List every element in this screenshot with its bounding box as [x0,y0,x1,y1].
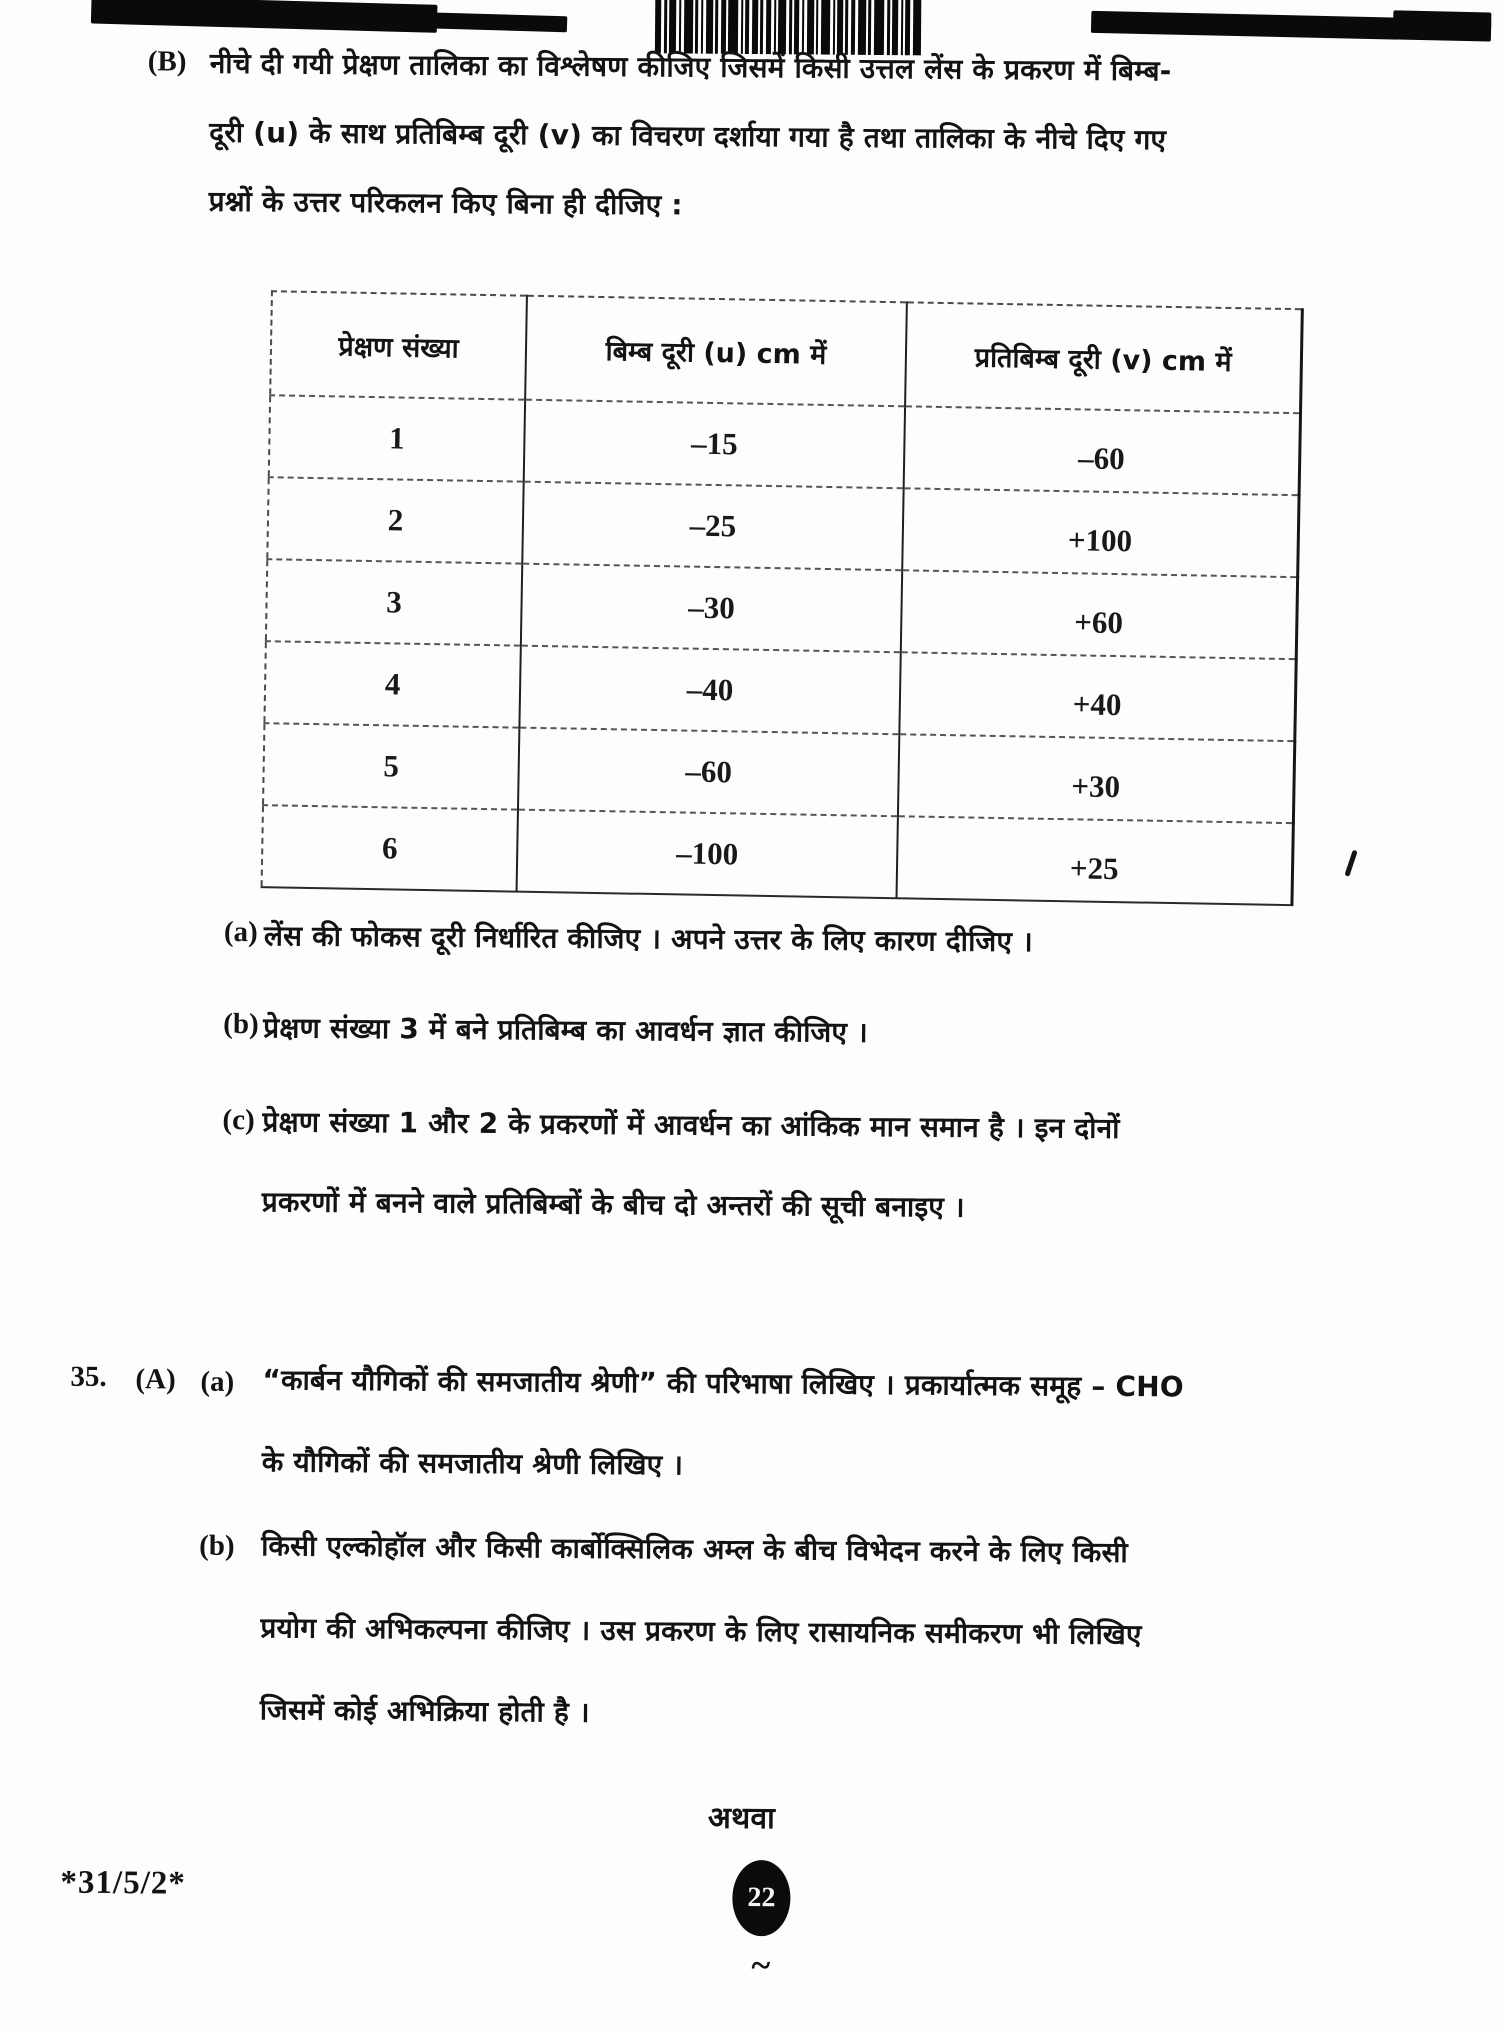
cell-image-distance [899,652,1295,741]
sub-question-c-label: (c) [222,1103,255,1137]
question-b-text-line: नीचे दी गयी प्रेक्षण तालिका का विश्लेषण कीजिए जिसमें किसी उत्तल लेंस के प्रकरण में बिम्ब- [209,46,1172,88]
question-b-text-line: दूरी (u) के साथ प्रतिबिम्ब दूरी (v) का विचरण दर्शाया गया है तथा तालिका के नीचे दिए गए [209,115,1167,157]
sub-question-b-text: प्रेक्षण संख्या 3 में बने प्रतिबिम्ब का आवर्धन ज्ञात कीजिए । [263,1011,869,1049]
table-row [262,805,1293,905]
cell-value: –60 [1077,440,1126,477]
cell-object-distance: –25 [522,482,903,571]
question-35a-text-line: के यौगिकों की समजातीय श्रेणी लिखिए । [261,1445,684,1482]
cell-image-distance [898,734,1294,823]
cell-object-distance: –60 [518,728,899,817]
question-35a-text-line: “कार्बन यौगिकों की समजातीय श्रेणी” की परिभाषा लिखिए । प्रकार्यात्मक समूह – CHO [262,1363,1184,1404]
table-header-row [270,291,1302,413]
or-separator: अथवा [707,1800,776,1837]
cell-object-distance: –30 [521,564,902,653]
cell-image-distance [901,570,1297,659]
tilde-mark: ~ [751,1945,771,1986]
cell-observation-number: 3 [266,559,522,645]
question-35b-text-line: जिसमें कोई अभिक्रिया होती है । [259,1693,590,1729]
cell-observation-number: 2 [267,477,523,563]
sub-question-a-label: (a) [223,915,258,949]
cell-value: +25 [1069,850,1119,887]
cell-image-distance [904,406,1300,495]
question-35-number: 35. [70,1360,107,1393]
sub-question-c-text-line: प्रेक्षण संख्या 1 और 2 के प्रकरणों में आवर्धन का आंकिक मान समान है । इन दोनों [262,1105,1120,1145]
cell-value: +40 [1072,686,1122,723]
stray-ink-mark [1344,850,1357,877]
cell-object-distance: –15 [524,400,905,489]
question-b-text-line: प्रश्नों के उत्तर परिकलन किए बिना ही दीजिए : [208,184,683,222]
cell-value: +60 [1073,604,1124,641]
sub-question-a-text: लेंस की फोकस दूरी निर्धारित कीजिए । अपने उत्तर के लिए कारण दीजिए । [263,919,1033,959]
cell-object-distance: –100 [517,810,898,899]
column-header-image-distance: प्रतिबिम्ब दूरी (v) cm में [905,302,1302,413]
cell-observation-number: 5 [263,723,519,809]
scan-artifact-bar-right [1393,10,1492,38]
sub-question-c-text-line: प्रकरणों में बनने वाले प्रतिबिम्बों के बीच दो अन्तरों की सूची बनाइए । [261,1185,965,1224]
question-35b-text-line: किसी एल्कोहॉल और किसी कार्बोक्सिलिक अम्ल के बीच विभेदन करने के लिए किसी [261,1529,1129,1570]
cell-image-distance [896,816,1292,905]
paper-code: *31/5/2* [60,1864,186,1902]
question-b-label: (B) [147,45,187,78]
observation-table [261,290,1304,906]
question-35b-text-line: प्रयोग की अभिकल्पना कीजिए । उस प्रकरण के लिए रासायनिक समीकरण भी लिखिए [260,1611,1142,1652]
question-35-part-label: (A) [135,1363,176,1396]
cell-value: +100 [1067,522,1133,559]
cell-observation-number: 1 [269,395,525,481]
cell-observation-number: 6 [262,805,518,891]
page-number-badge [732,1860,791,1936]
cell-object-distance: –40 [519,646,900,735]
page-number: 22 [747,1882,776,1914]
sub-question-b-label: (b) [223,1007,259,1041]
cell-value: +30 [1071,768,1121,805]
question-35a-label: (a) [200,1365,235,1398]
cell-image-distance [902,488,1298,577]
column-header-observation-number: प्रेक्षण संख्या [270,291,527,399]
column-header-object-distance: बिम्ब दूरी (u) cm में [525,296,907,407]
question-35b-label: (b) [199,1529,235,1562]
cell-observation-number: 4 [264,641,520,727]
